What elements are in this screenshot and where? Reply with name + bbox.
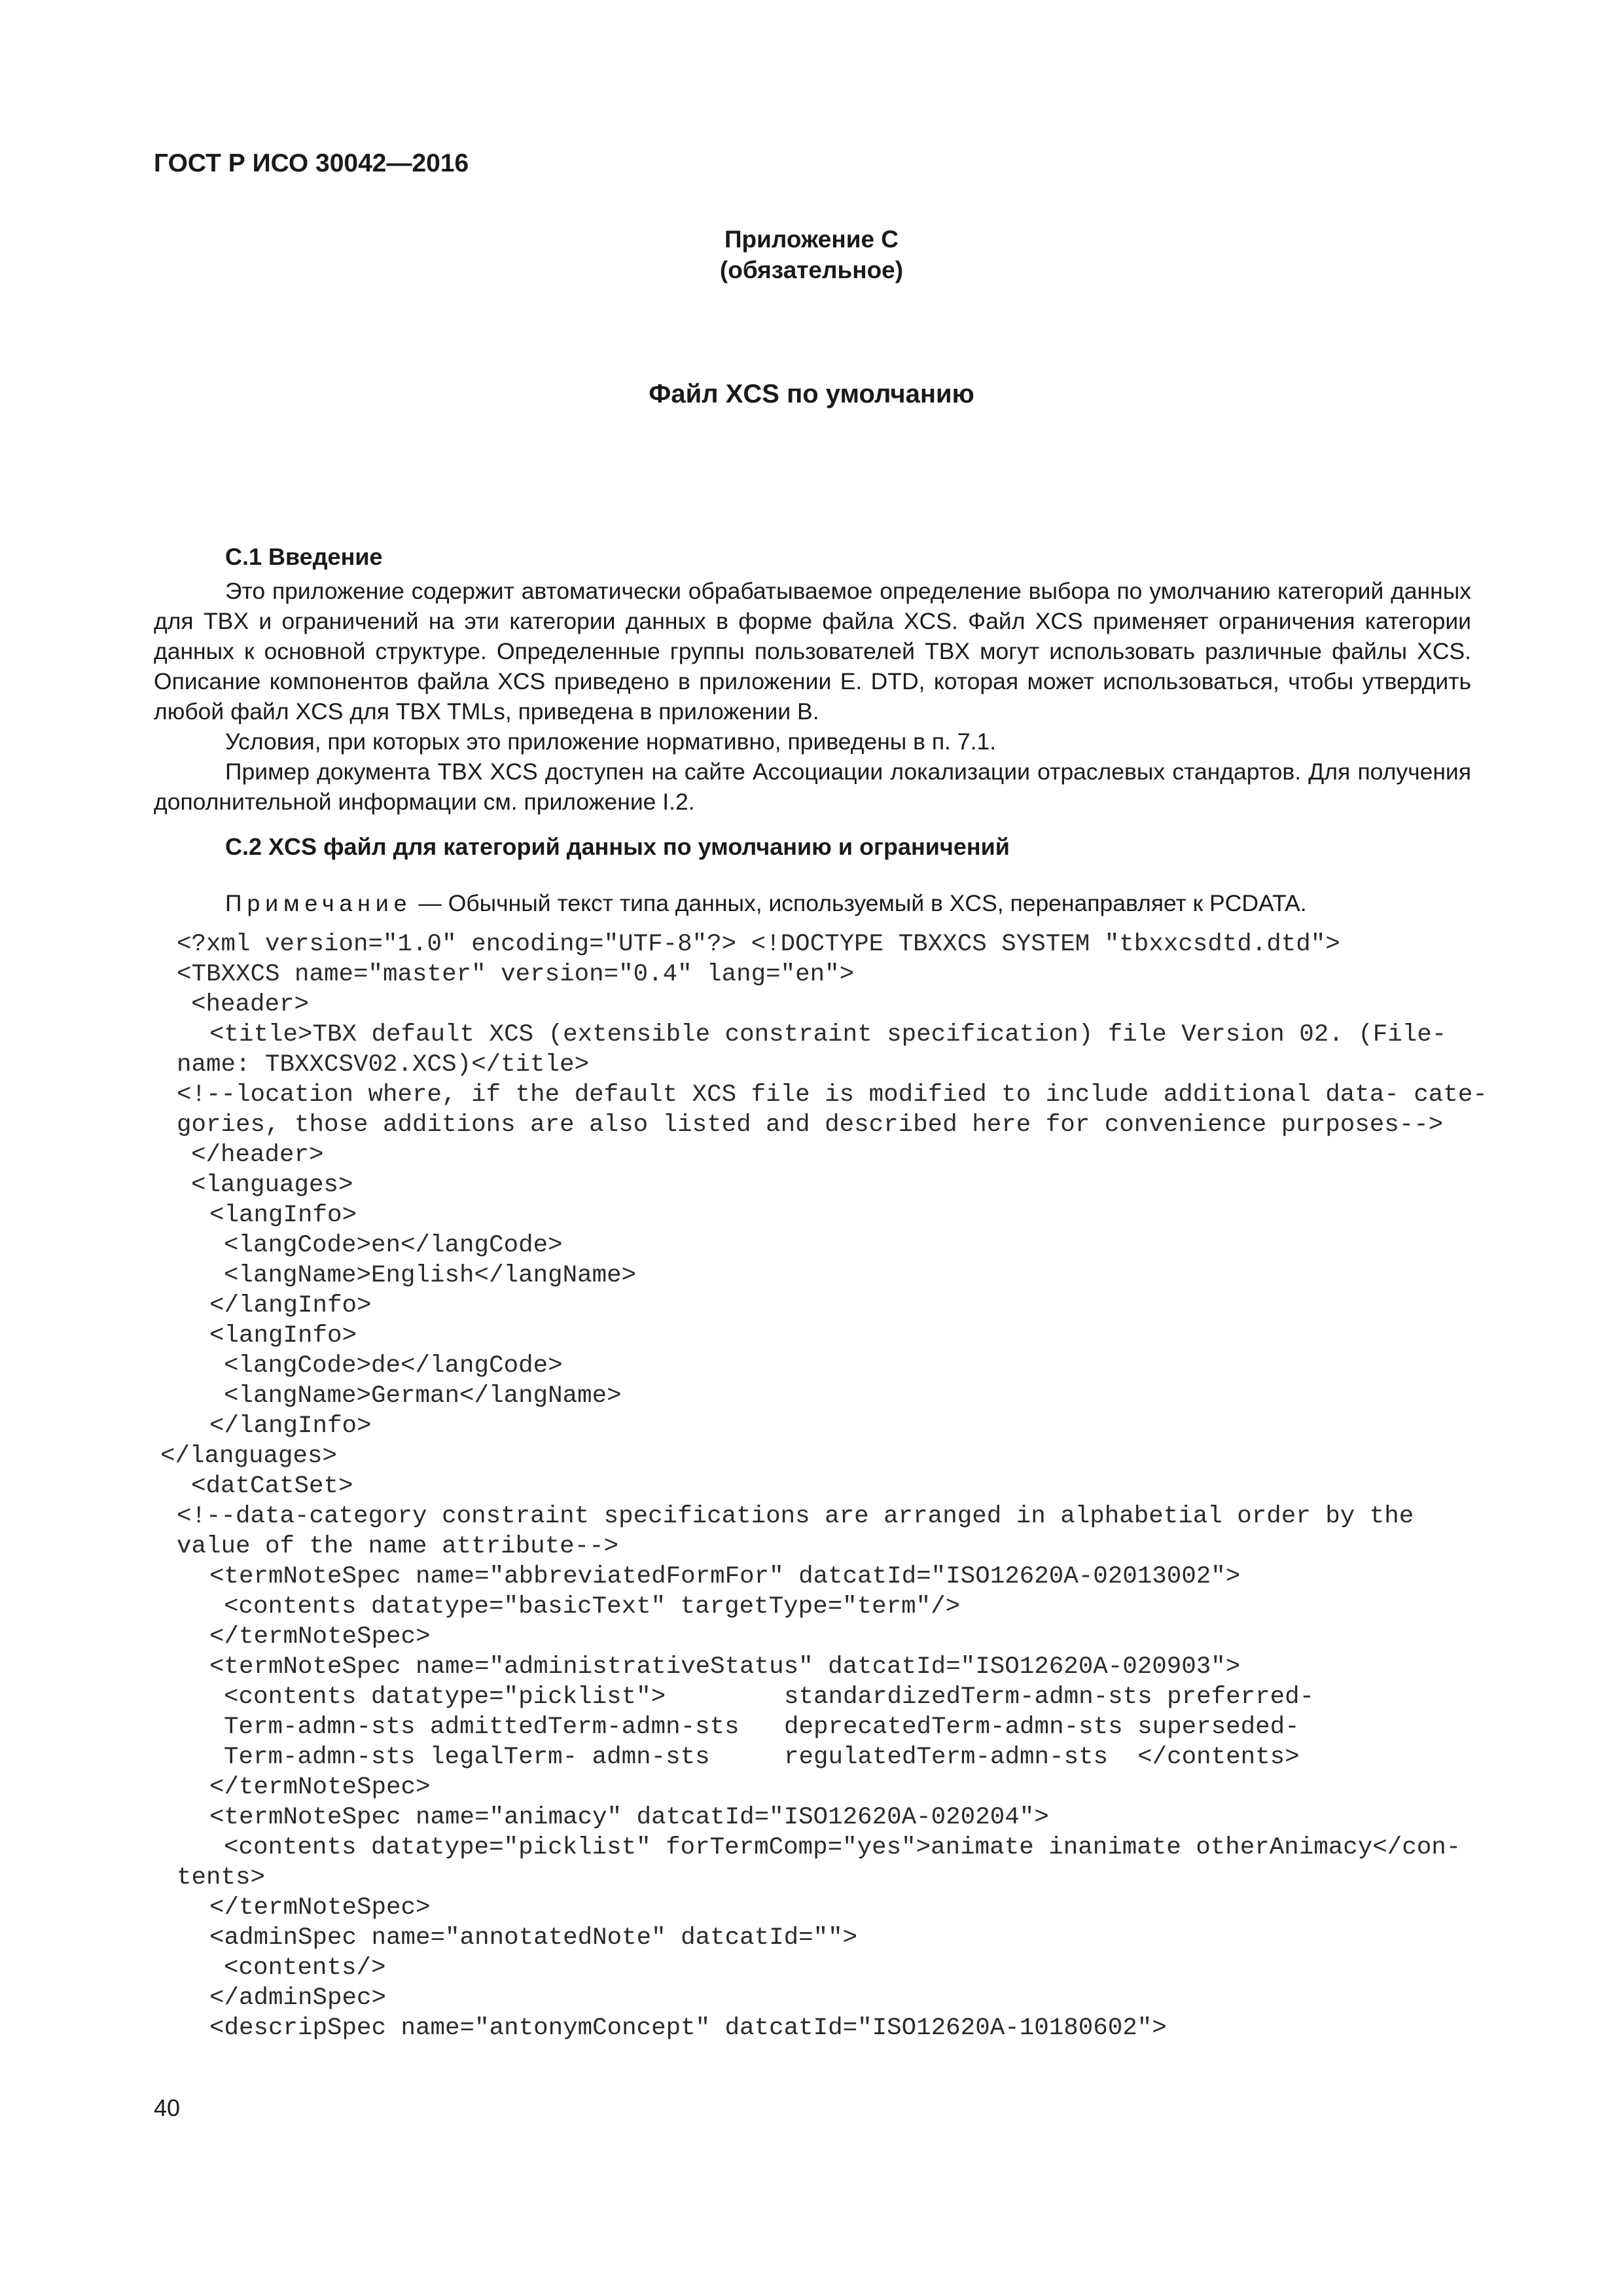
code-line: Term-admn-sts legalTerm- admn-sts [224,1744,710,1771]
annex-title: Приложение С [724,226,899,253]
code-line: </languages> [160,1443,338,1470]
code-line: <langCode>de</langCode> [224,1352,563,1380]
code-line: <langCode>en</langCode> [224,1232,563,1259]
code-line: <datCatSet> [191,1473,353,1500]
code-line: <contents datatype="picklist"> [224,1683,666,1711]
note [225,890,1307,917]
code-line: <descripSpec name="antonymConcept" datcatId="ISO12620A-10180602"> [209,2015,1167,2042]
code-line: regulatedTerm-admn-sts </contents> [784,1744,1300,1771]
code-line: value of the name attribute--> [177,1533,619,1560]
section-heading-c1: С.1 Введение [225,543,383,570]
code-line: <contents datatype="basicText" targetType="term"/> [224,1593,961,1621]
code-line: <header> [191,991,310,1018]
note-text: — Обычный текст типа данных, используемый в XCS, перенаправляет к PCDATA. [412,890,1307,916]
code-line: <title>TBX default XCS (extensible constraint specification) file Version 02. (File- [209,1021,1447,1049]
page-number: 40 [154,2094,181,2121]
document-title: Файл XCS по умолчанию [649,380,974,408]
code-line: <adminSpec name="annotatedNote" datcatId=""> [209,1924,858,1952]
code-line: </termNoteSpec> [209,1894,431,1922]
code-line: deprecatedTerm-admn-sts superseded- [784,1713,1300,1741]
code-line: <termNoteSpec name="administrativeStatus" datcatId="ISO12620A-020903"> [209,1653,1241,1681]
code-line: <termNoteSpec name="animacy" datcatId="ISO12620A-020204"> [209,1804,1049,1831]
code-line: <!--location where, if the default XCS file is modified to include additional data- cate- [177,1081,1488,1109]
running-header: ГОСТ Р ИСО 30042—2016 [154,149,469,177]
code-line: <termNoteSpec name="abbreviatedFormFor" datcatId="ISO12620A-02013002"> [209,1563,1241,1590]
section-c1-body [154,576,1471,817]
note-label: Примечание [225,890,412,916]
code-line: <langName>German</langName> [224,1382,622,1410]
code-line: tents> [177,1864,266,1892]
code-line: <contents datatype="picklist" forTermComp="yes">animate inanimate otherAnimacy</con- [224,1834,1461,1861]
code-line: <langName>English</langName> [224,1262,637,1289]
paragraph: Условия, при которых это приложение нормативно, приведены в п. 7.1. [225,728,997,755]
annex-status: (обязательное) [719,257,904,283]
code-line: <langInfo> [209,1202,357,1229]
code-line: <TBXXCS name="master" version="0.4" lang="en"> [177,961,855,988]
code-line: </adminSpec> [209,1984,387,2012]
code-line: name: TBXXCSV02.XCS)</title> [177,1051,590,1079]
code-line: standardizedTerm-admn-sts preferred- [784,1683,1315,1711]
code-line: </langInfo> [209,1292,372,1319]
code-line: </termNoteSpec> [209,1774,431,1801]
paragraph: Пример документа TBX XCS доступен на сайте Ассоциации локализации отраслевых стандартов. Для получения дополнительной информации см. приложение I.2. [154,759,1471,815]
paragraph: Это приложение содержит автоматически обрабатываемое определение выбора по умолчанию категорий данных для TBX и ограничений на эти категории данных в форме файла XCS. Файл XCS применяет ограничения категории данных к основной структуре. Определенные группы пользователей TBX могут использовать различные файлы XCS. Описание компонентов файла XCS приведено в приложении Е. DTD, которая может использоваться, чтобы утвердить любой файл XCS для TBX TMLs, приведена в приложении В. [154,578,1471,725]
code-line: <languages> [191,1172,353,1199]
code-line: <?xml version="1.0" encoding="UTF-8"?> <!DOCTYPE TBXXCS SYSTEM "tbxxcsdtd.dtd"> [177,931,1340,958]
section-heading-c2: С.2 XCS файл для категорий данных по умолчанию и ограничений [225,833,1010,860]
code-line: <langInfo> [209,1322,357,1350]
code-line: gories, those additions are also listed and described here for convenience purposes--> [177,1111,1444,1139]
code-line: </header> [191,1141,324,1169]
code-line: </langInfo> [209,1412,372,1440]
code-line: <contents/> [224,1954,386,1982]
code-line: <!--data-category constraint specifications are arranged in alphabetial order by the [177,1503,1414,1530]
code-line: Term-admn-sts admittedTerm-admn-sts [224,1713,740,1741]
code-line: </termNoteSpec> [209,1623,431,1651]
